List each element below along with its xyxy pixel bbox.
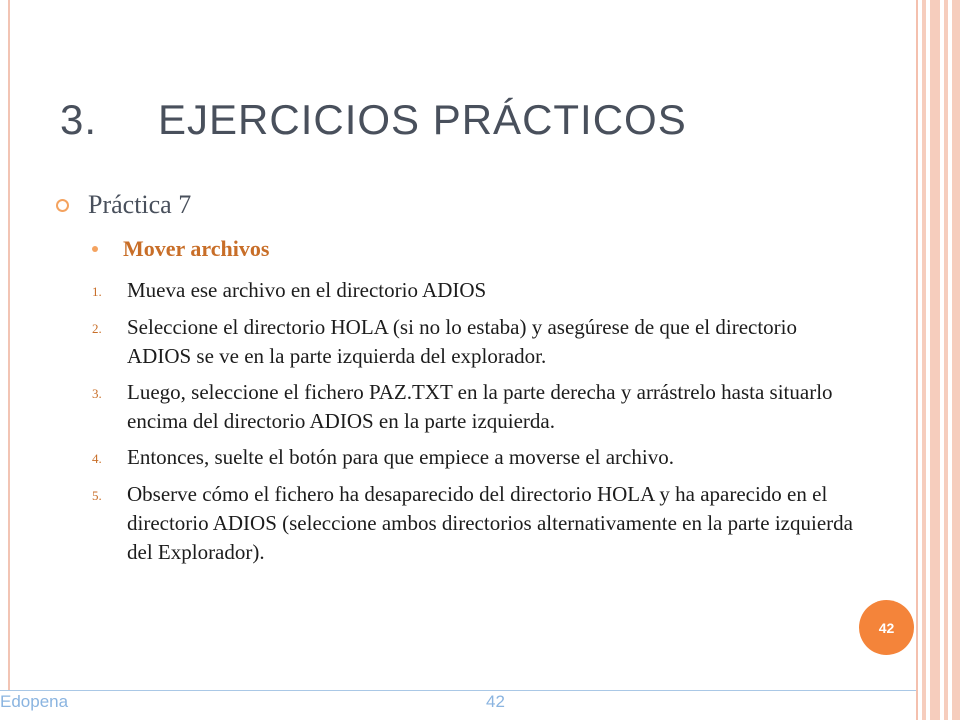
step-text: Observe cómo el fichero ha desaparecido del directorio HOLA y ha aparecido en el directorio ADIOS (seleccione ambos directorios alternativamente en la parte izquierda del Explorador). [127, 482, 853, 564]
step-number: 2. [92, 321, 102, 336]
slide-title-text: EJERCICIOS PRÁCTICOS [158, 96, 687, 143]
page-number-badge: 42 [859, 600, 914, 655]
step-text: Luego, seleccione el fichero PAZ.TXT en la parte derecha y arrástrelo hasta situarlo encima del directorio ADIOS en la parte izquierda. [127, 380, 833, 433]
step-text: Entonces, suelte el botón para que empiece a moverse el archivo. [127, 445, 674, 469]
step-text: Mueva ese archivo en el directorio ADIOS [127, 278, 487, 302]
step-number: 4. [92, 451, 102, 466]
list-item [92, 313, 862, 371]
list-item [92, 443, 862, 473]
right-decorative-stripes [916, 0, 960, 720]
steps-list [92, 276, 862, 574]
list-item [92, 480, 862, 567]
section-label: Práctica 7 [88, 190, 192, 219]
subsection-heading [92, 236, 269, 262]
footer-author: Edopena [0, 692, 69, 711]
dot-bullet-icon [92, 246, 98, 252]
footer-divider [0, 690, 916, 691]
section-heading [56, 190, 191, 220]
left-border-rule [8, 0, 10, 690]
step-text: Seleccione el directorio HOLA (si no lo estaba) y asegúrese de que el directorio ADIOS se ve en la parte izquierda del explorador. [127, 315, 798, 368]
list-item [92, 378, 862, 436]
step-number: 5. [92, 488, 102, 503]
slide-title-number: 3. [60, 96, 98, 143]
slide-title [60, 96, 687, 144]
subsection-label: Mover archivos [123, 236, 270, 261]
step-number: 3. [92, 386, 102, 401]
footer-page-number: 42 [486, 692, 505, 711]
list-item [92, 276, 862, 306]
step-number: 1. [92, 284, 102, 299]
ring-bullet-icon [56, 199, 69, 212]
